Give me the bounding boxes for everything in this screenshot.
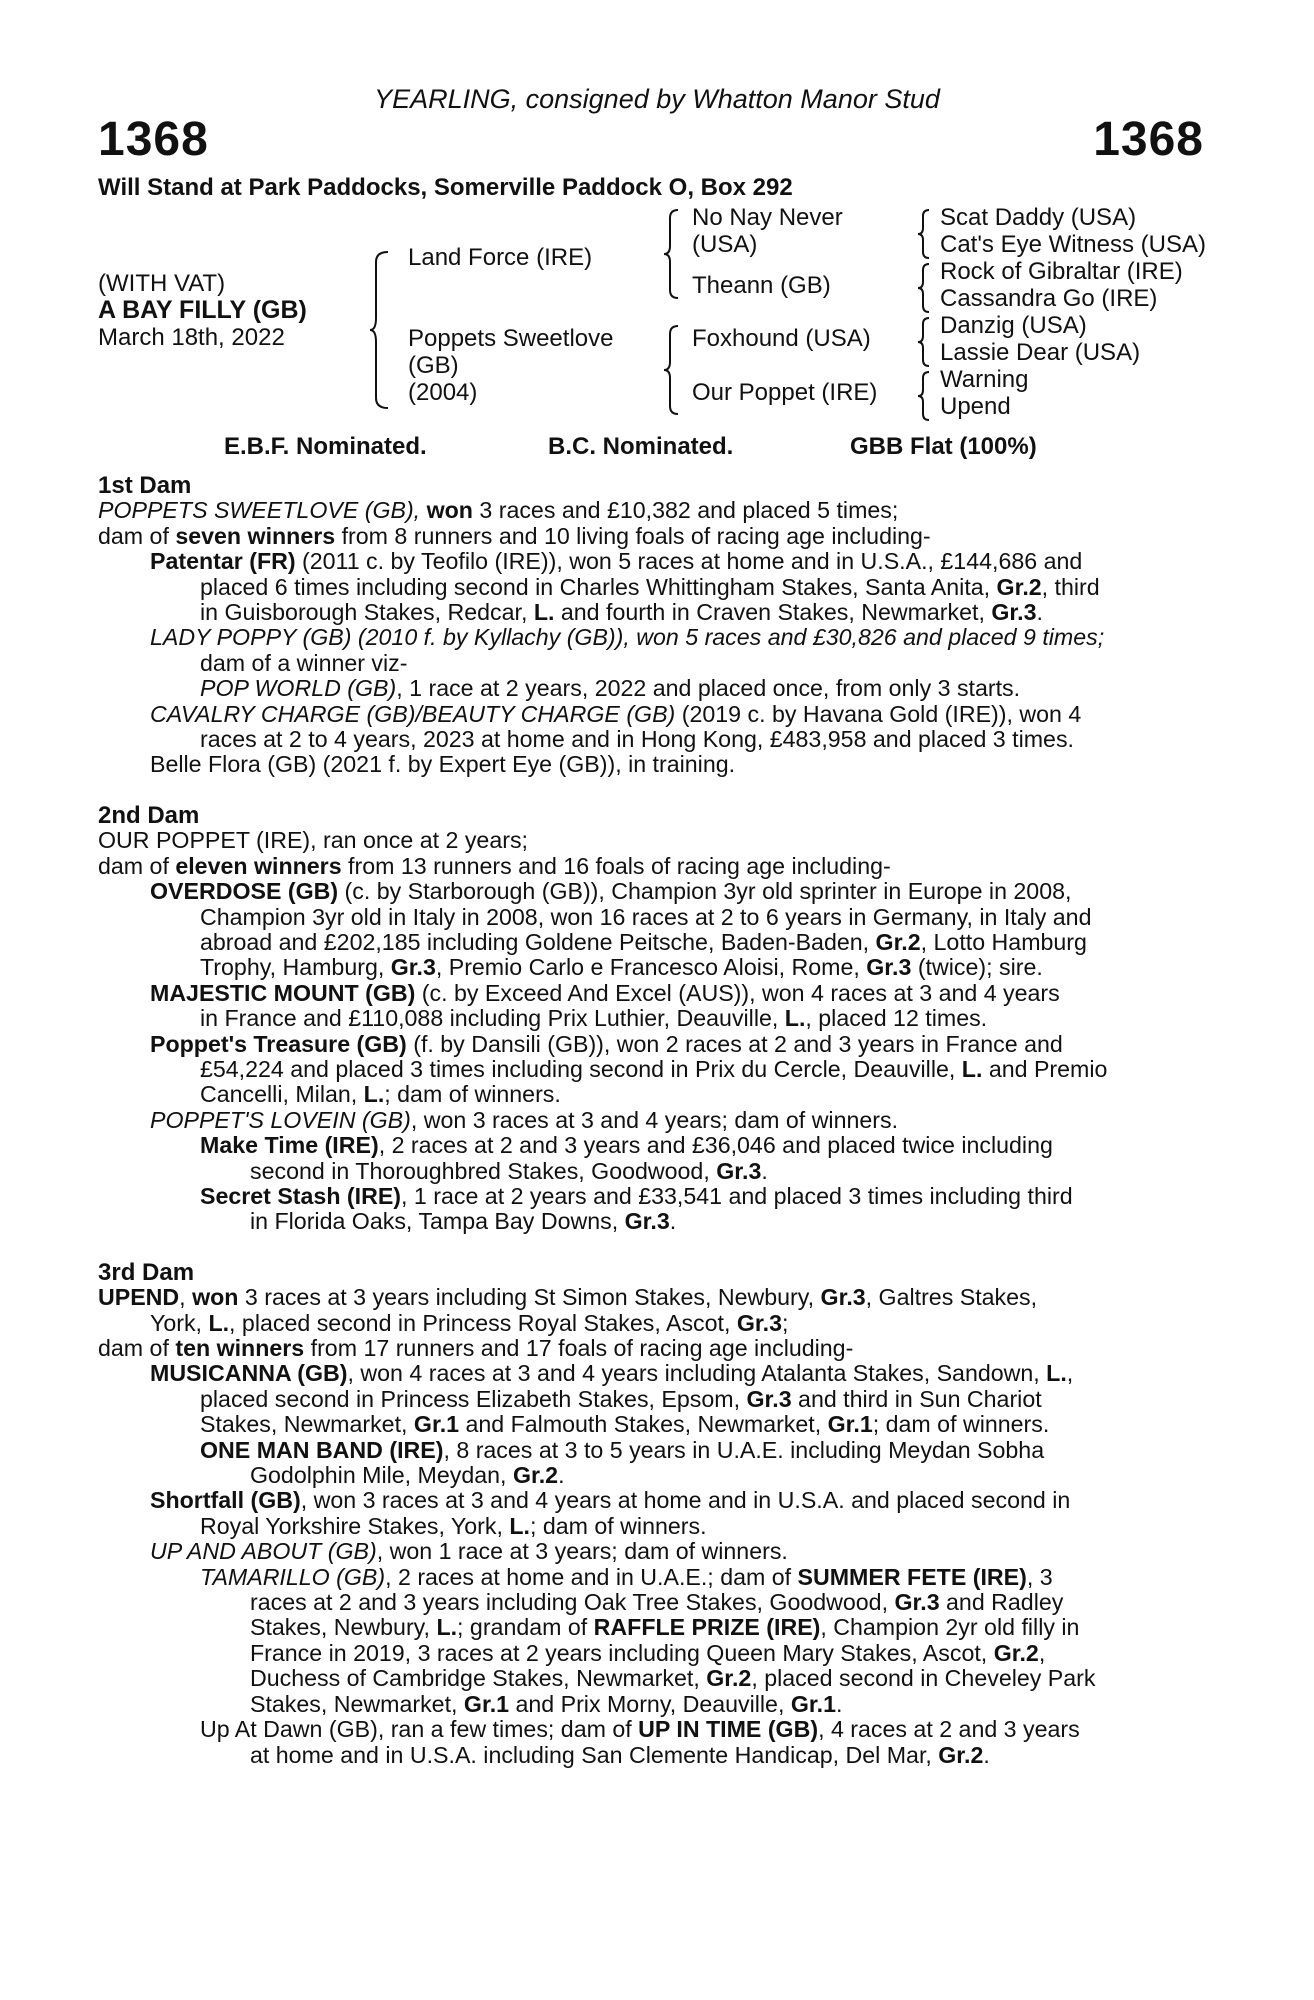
second-dam-line: Secret Stash (IRE), 1 race at 2 years and £33,541 and placed 3 times including third — [200, 1182, 1073, 1209]
dam-brace — [662, 324, 682, 416]
brace-g3-1 — [916, 208, 932, 260]
brace-g3-2 — [916, 262, 932, 314]
first-dam-heading: 1st Dam — [98, 472, 192, 499]
main-brace — [368, 250, 392, 410]
ggs-1: Scat Daddy (USA) — [940, 204, 1137, 231]
ggs-3: Rock of Gibraltar (IRE) — [940, 258, 1183, 285]
lot-number-right: 1368 — [1093, 113, 1204, 166]
second-dam-line: abroad and £202,185 including Goldene Peitsche, Baden-Baden, Gr.2, Lotto Hamburg — [200, 928, 1087, 955]
ggs-8: Upend — [940, 393, 1011, 420]
sire-brace — [662, 208, 682, 300]
ggs-6: Lassie Dear (USA) — [940, 339, 1141, 366]
first-dam-line: CAVALRY CHARGE (GB)/BEAUTY CHARGE (GB) (2019 c. by Havana Gold (IRE)), won 4 — [150, 700, 1082, 727]
sires-sire-line-1: No Nay Never — [692, 204, 843, 231]
second-dam-line: Cancelli, Milan, L.; dam of winners. — [200, 1081, 561, 1108]
second-dam-line: OUR POPPET (IRE), ran once at 2 years; — [98, 827, 528, 854]
dam-line-3: (2004) — [408, 379, 478, 406]
second-dam-line: second in Thoroughbred Stakes, Goodwood, Gr.3. — [250, 1157, 768, 1184]
first-dam-line: dam of seven winners from 8 runners and 10 living foals of racing age including- — [98, 522, 931, 549]
sires-dam: Theann (GB) — [692, 272, 831, 299]
third-dam-line: Stakes, Newmarket, Gr.1 and Falmouth Stakes, Newmarket, Gr.1; dam of winners. — [200, 1411, 1050, 1438]
sires-sire-line-2: (USA) — [692, 231, 758, 258]
third-dam-line: York, L., placed second in Princess Royal Stakes, Ascot, Gr.3; — [150, 1309, 789, 1336]
second-dam-line: in Florida Oaks, Tampa Bay Downs, Gr.3. — [250, 1208, 677, 1235]
second-dam-line: Trophy, Hamburg, Gr.3, Premio Carlo e Francesco Aloisi, Rome, Gr.3 (twice); sire. — [200, 954, 1043, 981]
brace-g3-3 — [916, 316, 932, 368]
dams-dam: Our Poppet (IRE) — [692, 379, 878, 406]
second-dam-line: dam of eleven winners from 13 runners and 16 foals of racing age including- — [98, 852, 891, 879]
bc-nomination: B.C. Nominated. — [548, 433, 734, 460]
first-dam-line: races at 2 to 4 years, 2023 at home and in Hong Kong, £483,958 and placed 3 times. — [200, 726, 1074, 753]
third-dam-line: Shortfall (GB), won 3 races at 3 and 4 years at home and in U.S.A. and placed second in — [150, 1487, 1071, 1514]
consignor-line: YEARLING, consigned by Whatton Manor Stud — [374, 84, 940, 114]
third-dam-line: Stakes, Newbury, L.; grandam of RAFFLE PRIZE (IRE), Champion 2yr old filly in — [250, 1614, 1080, 1641]
dam-line-2: (GB) — [408, 352, 459, 379]
first-dam-line: POPPETS SWEETLOVE (GB), won 3 races and £10,382 and placed 5 times; — [98, 497, 899, 524]
third-dam-line: Godolphin Mile, Meydan, Gr.2. — [250, 1462, 565, 1489]
first-dam-line: POP WORLD (GB), 1 race at 2 years, 2022 and placed once, from only 3 starts. — [200, 675, 1021, 702]
ggs-5: Danzig (USA) — [940, 312, 1087, 339]
third-dam-line: placed second in Princess Elizabeth Stakes, Epsom, Gr.3 and third in Sun Chariot — [200, 1385, 1042, 1412]
third-dam-line: France in 2019, 3 races at 2 years including Queen Mary Stakes, Ascot, Gr.2, — [250, 1639, 1046, 1666]
dams-sire: Foxhound (USA) — [692, 325, 871, 352]
third-dam-line: Royal Yorkshire Stakes, York, L.; dam of winners. — [200, 1512, 707, 1539]
third-dam-line: TAMARILLO (GB), 2 races at home and in U.A.E.; dam of SUMMER FETE (IRE), 3 — [200, 1563, 1053, 1590]
first-dam-line: placed 6 times including second in Charles Whittingham Stakes, Santa Anita, Gr.2, third — [200, 573, 1100, 600]
dam-line-1: Poppets Sweetlove — [408, 325, 614, 352]
first-dam-line: dam of a winner viz- — [200, 649, 408, 676]
second-dam-line: Make Time (IRE), 2 races at 2 and 3 years and £36,046 and placed twice including — [200, 1132, 1053, 1159]
third-dam-line: Stakes, Newmarket, Gr.1 and Prix Morny, Deauville, Gr.1. — [250, 1690, 843, 1717]
stand-location: Will Stand at Park Paddocks, Somerville Paddock O, Box 292 — [98, 174, 793, 201]
produce-record — [98, 473, 1208, 1768]
third-dam-line: Up At Dawn (GB), ran a few times; dam of UP IN TIME (GB), 4 races at 2 and 3 years — [200, 1716, 1080, 1743]
second-dam-line: in France and £110,088 including Prix Luthier, Deauville, L., placed 12 times. — [200, 1005, 988, 1032]
second-dam-line: £54,224 and placed 3 times including second in Prix du Cercle, Deauville, L. and Premio — [200, 1055, 1108, 1082]
horse-name: A BAY FILLY (GB) — [98, 296, 307, 324]
gbb-nomination: GBB Flat (100%) — [850, 433, 1037, 460]
third-dam-line: UPEND, won 3 races at 3 years including St Simon Stakes, Newbury, Gr.3, Galtres Stakes, — [98, 1284, 1038, 1311]
vat-note: (WITH VAT) — [98, 270, 226, 297]
first-dam-line: Belle Flora (GB) (2021 f. by Expert Eye (GB)), in training. — [150, 751, 736, 778]
third-dam-line: UP AND ABOUT (GB), won 1 race at 3 years; dam of winners. — [150, 1538, 788, 1565]
brace-g3-4 — [916, 370, 932, 422]
sire: Land Force (IRE) — [408, 244, 593, 271]
lot-number-left: 1368 — [98, 113, 209, 166]
third-dam-line: MUSICANNA (GB), won 4 races at 3 and 4 years including Atalanta Stakes, Sandown, L., — [150, 1360, 1074, 1387]
third-dam-line: races at 2 and 3 years including Oak Tree Stakes, Goodwood, Gr.3 and Radley — [250, 1589, 1064, 1616]
second-dam-line: Poppet's Treasure (GB) (f. by Dansili (GB)), won 2 races at 2 and 3 years in France and — [150, 1030, 1063, 1057]
third-dam-heading: 3rd Dam — [98, 1258, 195, 1286]
first-dam-line: in Guisborough Stakes, Redcar, L. and fourth in Craven Stakes, Newmarket, Gr.3. — [200, 599, 1043, 626]
first-dam-line: Patentar (FR) (2011 c. by Teofilo (IRE)), won 5 races at home and in U.S.A., £144,686 and — [150, 548, 1083, 575]
second-dam-heading: 2nd Dam — [98, 801, 200, 829]
ggs-2: Cat's Eye Witness (USA) — [940, 231, 1206, 258]
second-dam-line: OVERDOSE (GB) (c. by Starborough (GB)), Champion 3yr old sprinter in Europe in 2008, — [150, 878, 1072, 905]
first-dam-line: LADY POPPY (GB) (2010 f. by Kyllachy (GB)), won 5 races and £30,826 and placed 9 times; — [150, 624, 1105, 651]
ggs-7: Warning — [940, 366, 1029, 393]
third-dam-line: at home and in U.S.A. including San Clemente Handicap, Del Mar, Gr.2. — [250, 1741, 990, 1768]
second-dam-line: POPPET'S LOVEIN (GB), won 3 races at 3 and 4 years; dam of winners. — [150, 1106, 899, 1133]
third-dam-line: ONE MAN BAND (IRE), 8 races at 3 to 5 years in U.A.E. including Meydan Sobha — [200, 1436, 1045, 1463]
third-dam-line: Duchess of Cambridge Stakes, Newmarket, Gr.2, placed second in Cheveley Park — [250, 1665, 1096, 1692]
ggs-4: Cassandra Go (IRE) — [940, 285, 1158, 312]
ebf-nomination: E.B.F. Nominated. — [224, 433, 427, 460]
second-dam-line: Champion 3yr old in Italy in 2008, won 16 races at 2 to 6 years in Germany, in Italy and — [200, 903, 1092, 930]
third-dam-line: dam of ten winners from 17 runners and 17 foals of racing age including- — [98, 1335, 854, 1361]
second-dam-line: MAJESTIC MOUNT (GB) (c. by Exceed And Excel (AUS)), won 4 races at 3 and 4 years — [150, 979, 1060, 1006]
foaling-date: March 18th, 2022 — [98, 324, 285, 351]
